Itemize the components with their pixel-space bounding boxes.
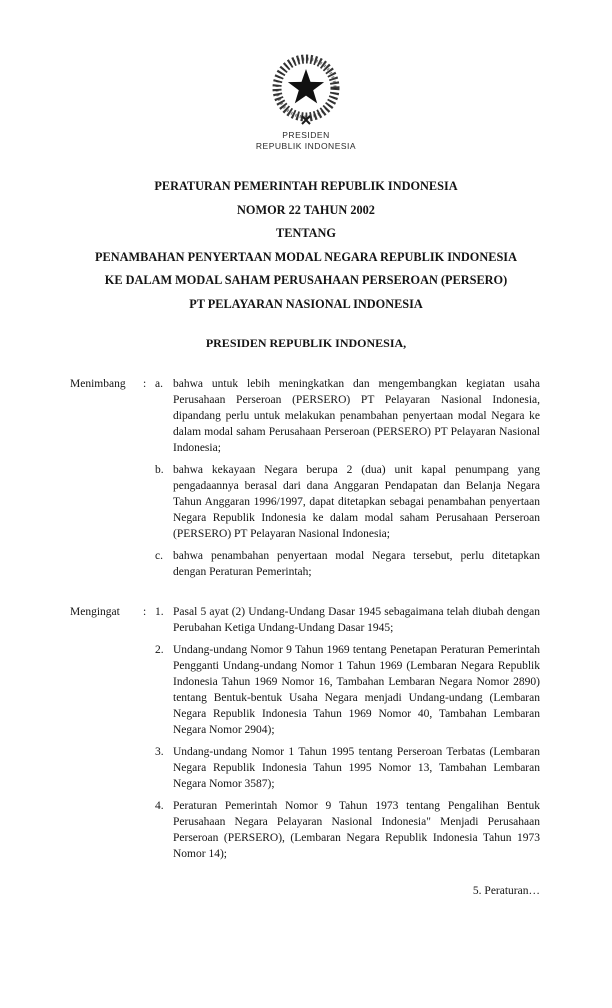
item-text: bahwa untuk lebih meningkatkan dan mengembangkan kegiatan usaha Perusahaan Perseroan (PERSERO) PT Pelayaran Nasional Indonesia, dipandang perlu untuk melakukan penambahan penyertaan modal Negara ke dalam modal saham Perusahaan Perseroan (PERSERO) PT Pelayaran Nasional Indonesia; <box>173 378 540 454</box>
item-marker: 2. <box>155 644 164 656</box>
org-name-line2: REPUBLIK INDONESIA <box>255 141 357 151</box>
legal-basis-item-2 <box>155 642 540 738</box>
section-legal-basis <box>70 604 540 862</box>
considering-item-b <box>155 462 540 542</box>
item-marker: 1. <box>155 606 164 618</box>
letterhead <box>0 0 612 152</box>
item-text: bahwa kekayaan Negara berupa 2 (dua) unit kapal penumpang yang pengadaannya berasal dari dana Anggaran Pendapatan dan Belanja Negara Tahun Anggaran 1996/1997, dapat ditetapkan sebagai penambahan penyertaan Negara Republik Indonesia ke dalam modal saham Perusahaan Perseroan (PERSERO) PT Pelayaran Nasional Indonesia; <box>173 464 540 540</box>
org-name-line1: PRESIDEN <box>282 130 330 140</box>
item-marker: c. <box>155 550 163 562</box>
legal-basis-item-1 <box>155 604 540 636</box>
catchword: 5. Peraturan… <box>472 885 540 897</box>
considering-item-a <box>155 376 540 456</box>
title-line-tentang: TENTANG <box>276 226 336 240</box>
salutation: PRESIDEN REPUBLIK INDONESIA, <box>205 336 407 350</box>
title-line-regulation-type: PERATURAN PEMERINTAH REPUBLIK INDONESIA <box>154 179 458 193</box>
item-text: Pasal 5 ayat (2) Undang-Undang Dasar 1945 sebagaimana telah diubah dengan Perubahan Ketiga Undang-Undang Dasar 1945; <box>173 606 540 634</box>
regulation-title <box>0 175 612 316</box>
item-marker: b. <box>155 464 164 476</box>
item-marker: 4. <box>155 800 164 812</box>
item-marker: a. <box>155 378 163 390</box>
section-label-menimbang: Menimbang <box>70 378 126 390</box>
title-line-subject-3: PT PELAYARAN NASIONAL INDONESIA <box>189 296 423 311</box>
item-text: Undang-undang Nomor 1 Tahun 1995 tentang Perseroan Terbatas (Lembaran Negara Republik Indonesia Tahun 1995 Nomor 13, Tambahan Lembaran Negara Nomor 3587); <box>173 746 540 790</box>
item-marker: 3. <box>155 746 164 758</box>
item-text: bahwa penambahan penyertaan modal Negara tersebut, perlu ditetapkan dengan Peraturan Pemerintah; <box>173 550 540 578</box>
presidential-seal-icon <box>264 52 348 130</box>
item-text: Undang-undang Nomor 9 Tahun 1969 tentang Penetapan Peraturan Pemerintah Pengganti Undang-undang Nomor 1 Tahun 1969 (Lembaran Negara Republik Indonesia Tahun 1969 Nomor 16, Tambahan Lembaran Negara Nomor 2890) tentang Bentuk-bentuk Usaha Negara menjadi Undang-undang (Lembaran Negara Republik Indonesia Tahun 1969 Nomor 40, Tambahan Lembaran Negara Nomor 2904); <box>173 644 540 736</box>
section-colon: : <box>143 378 147 390</box>
title-line-number-year: NOMOR 22 TAHUN 2002 <box>237 202 375 217</box>
section-colon: : <box>143 606 147 618</box>
star-icon <box>288 69 324 103</box>
legal-basis-item-3 <box>155 744 540 792</box>
considering-item-c <box>155 548 540 580</box>
legal-basis-item-4 <box>155 798 540 862</box>
section-considering <box>70 376 540 580</box>
title-line-subject-2: KE DALAM MODAL SAHAM PERUSAHAAN PERSEROAN (PERSERO) <box>104 273 508 287</box>
section-label-mengingat: Mengingat <box>70 606 120 618</box>
item-text: Peraturan Pemerintah Nomor 9 Tahun 1973 tentang Pengalihan Bentuk Perusahaan Negara Pelayaran Nasional Indonesia" Menjadi Perusahaan Perseroan (PERSERO), (Lembaran Negara Republik Indonesia Tahun 1973 Nomor 14); <box>173 800 540 860</box>
legal-basis-items <box>155 604 540 862</box>
title-line-subject-1: PENAMBAHAN PENYERTAAN MODAL NEGARA REPUBLIK INDONESIA <box>95 249 517 264</box>
considering-items <box>155 376 540 580</box>
